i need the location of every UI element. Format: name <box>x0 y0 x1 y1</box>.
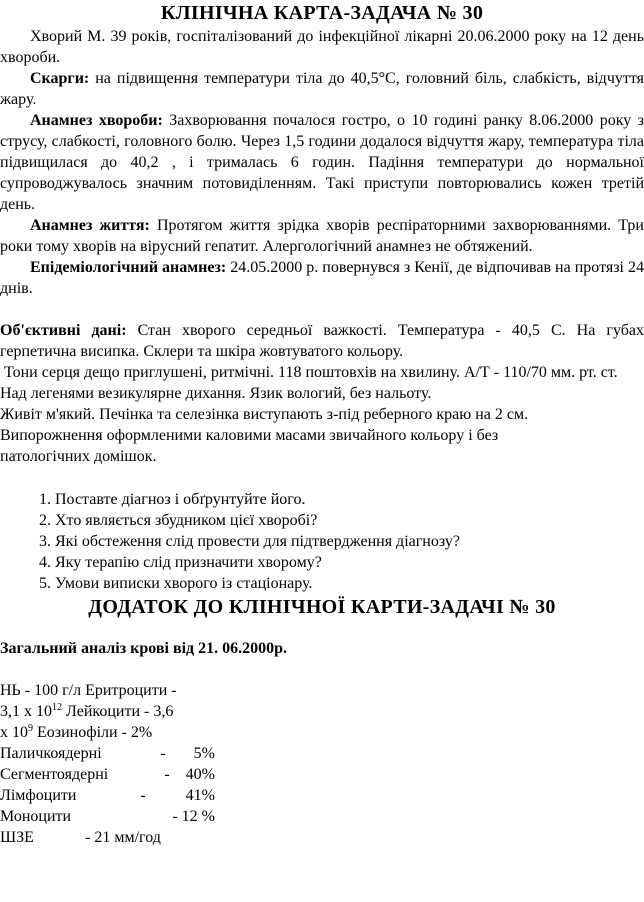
objective-label: Об'єктивні дані: <box>0 322 127 339</box>
blood-row <box>0 743 215 764</box>
question-item: 5. Умови виписки хворого із стаціонару. <box>39 575 313 592</box>
spacer <box>0 659 644 680</box>
blood-line-part: 3,1 х 10 <box>0 703 52 720</box>
spacer <box>0 299 644 320</box>
objective-paragraph <box>0 320 644 362</box>
blood-line <box>0 701 215 722</box>
question-item: 2. Хто являється збудником цієї хворобі? <box>39 512 318 529</box>
blood-row-label: Паличкоядерні <box>0 745 102 762</box>
blood-line-exponent: 12 <box>52 702 62 713</box>
blood-line-text <box>0 722 152 743</box>
complaints-text: на підвищення температури тіла до 40,5°С, головний біль, слабкість, відчуття жару. <box>0 70 644 108</box>
epidemiology-label: Епідеміологічний анамнез: <box>30 259 227 276</box>
objective-heart: Тони серця дещо приглушені, ритмічні. 118 поштовхів на хвилину. А/Т - 110/70 мм. рт. ст. <box>4 364 618 381</box>
patient-intro: Хворий М. 39 років, госпіталізований до інфекційної лікарні 20.06.2000 року на 12 день хвороби. <box>0 28 644 66</box>
blood-row-value: - 40% <box>164 766 215 783</box>
card-title: КЛІНІЧНА КАРТА-ЗАДАЧА № 30 <box>160 2 484 24</box>
blood-row-label: Сегментоядерні <box>0 766 109 783</box>
blood-test-title: Загальний аналіз крові від 21. 06.2000р. <box>0 640 288 657</box>
blood-row <box>0 806 215 827</box>
anamnesis-vitae-paragraph <box>0 215 644 257</box>
objective-abdomen: Живіт м'який. Печінка та селезінка виступають з-під реберного краю на 2 см. Випорожнення оформленими каловими масами звичайного кольору і без патологічних домішок. <box>0 406 529 465</box>
anamnesis-morbi-text: Захворювання почалося гостро, о 10 годині ранку 8.06.2000 року з струсу, слабкості, головного болю. Через 1,5 години додалося відчуття жару, температура тіла підвищилася до 40,2 , і трималась 6 годин. Падіння температури до нормальної супроводжувалось значним потовиділенням. Такі приступи повторювались кожен третій день. <box>0 112 644 213</box>
spacer <box>0 467 644 489</box>
question-item: 4. Яку терапію слід призначити хворому? <box>39 554 322 571</box>
blood-line <box>0 722 215 743</box>
complaints-paragraph <box>0 68 644 110</box>
question-item: 1. Поставте діагноз і обґрунтуйте його. <box>39 491 306 508</box>
questions-list <box>0 489 644 594</box>
epidemiology-paragraph <box>0 257 644 299</box>
blood-row <box>0 764 215 785</box>
blood-line-part: х 10 <box>0 724 28 741</box>
blood-line-part: Лейкоцити - 3,6 <box>62 703 174 720</box>
blood-row-label: ШЗЕ <box>0 829 34 846</box>
blood-line-text: НЬ - 100 г/л Еритроцити - <box>0 682 177 699</box>
anamnesis-morbi-paragraph <box>0 110 644 215</box>
blood-row <box>0 827 215 848</box>
anamnesis-vitae-text: Протягом життя зрідка хворів респіраторними захворюваннями. Три роки тому хворів на вірусний гепатит. Алергологічний анамнез не обтяжений. <box>0 217 644 255</box>
anamnesis-morbi-label: Анамнез хвороби: <box>30 112 163 129</box>
anamnesis-vitae-label: Анамнез життя: <box>30 217 150 234</box>
blood-row-value: - 12 % <box>172 808 215 825</box>
question-item: 3. Які обстеження слід провести для підтвердження діагнозу? <box>39 533 460 550</box>
appendix-title: ДОДАТОК ДО КЛІНІЧНОЇ КАРТИ-ЗАДАЧІ № 30 <box>88 596 556 618</box>
blood-row-label: Моноцити <box>0 808 72 825</box>
blood-row-label: Лімфоцити <box>0 787 77 804</box>
epidemiology-text: 24.05.2000 р. повернувся з Кенії, де відпочивав на протязі 24 днів. <box>0 259 644 297</box>
blood-row-value: - 21 мм/год <box>85 829 161 846</box>
blood-row-value: - 5% <box>160 745 215 762</box>
spacer <box>0 620 644 638</box>
objective-text: Стан хворого середньої важкості. Температура - 40,5 С. На губах герпетична висипка. Склери та шкіра жовтуватого кольору. <box>0 322 644 360</box>
blood-line-part: Еозинофіли - 2% <box>33 724 153 741</box>
blood-line-exponent: 9 <box>28 723 33 734</box>
blood-test-results <box>0 680 644 848</box>
blood-row-value: - 41% <box>140 787 215 804</box>
blood-line-text <box>0 701 173 722</box>
blood-line <box>0 680 215 701</box>
objective-lungs: Над легенями везикулярне дихання. Язик вологий, без нальоту. <box>0 385 432 402</box>
blood-row <box>0 785 215 806</box>
complaints-label: Скарги: <box>30 70 90 87</box>
